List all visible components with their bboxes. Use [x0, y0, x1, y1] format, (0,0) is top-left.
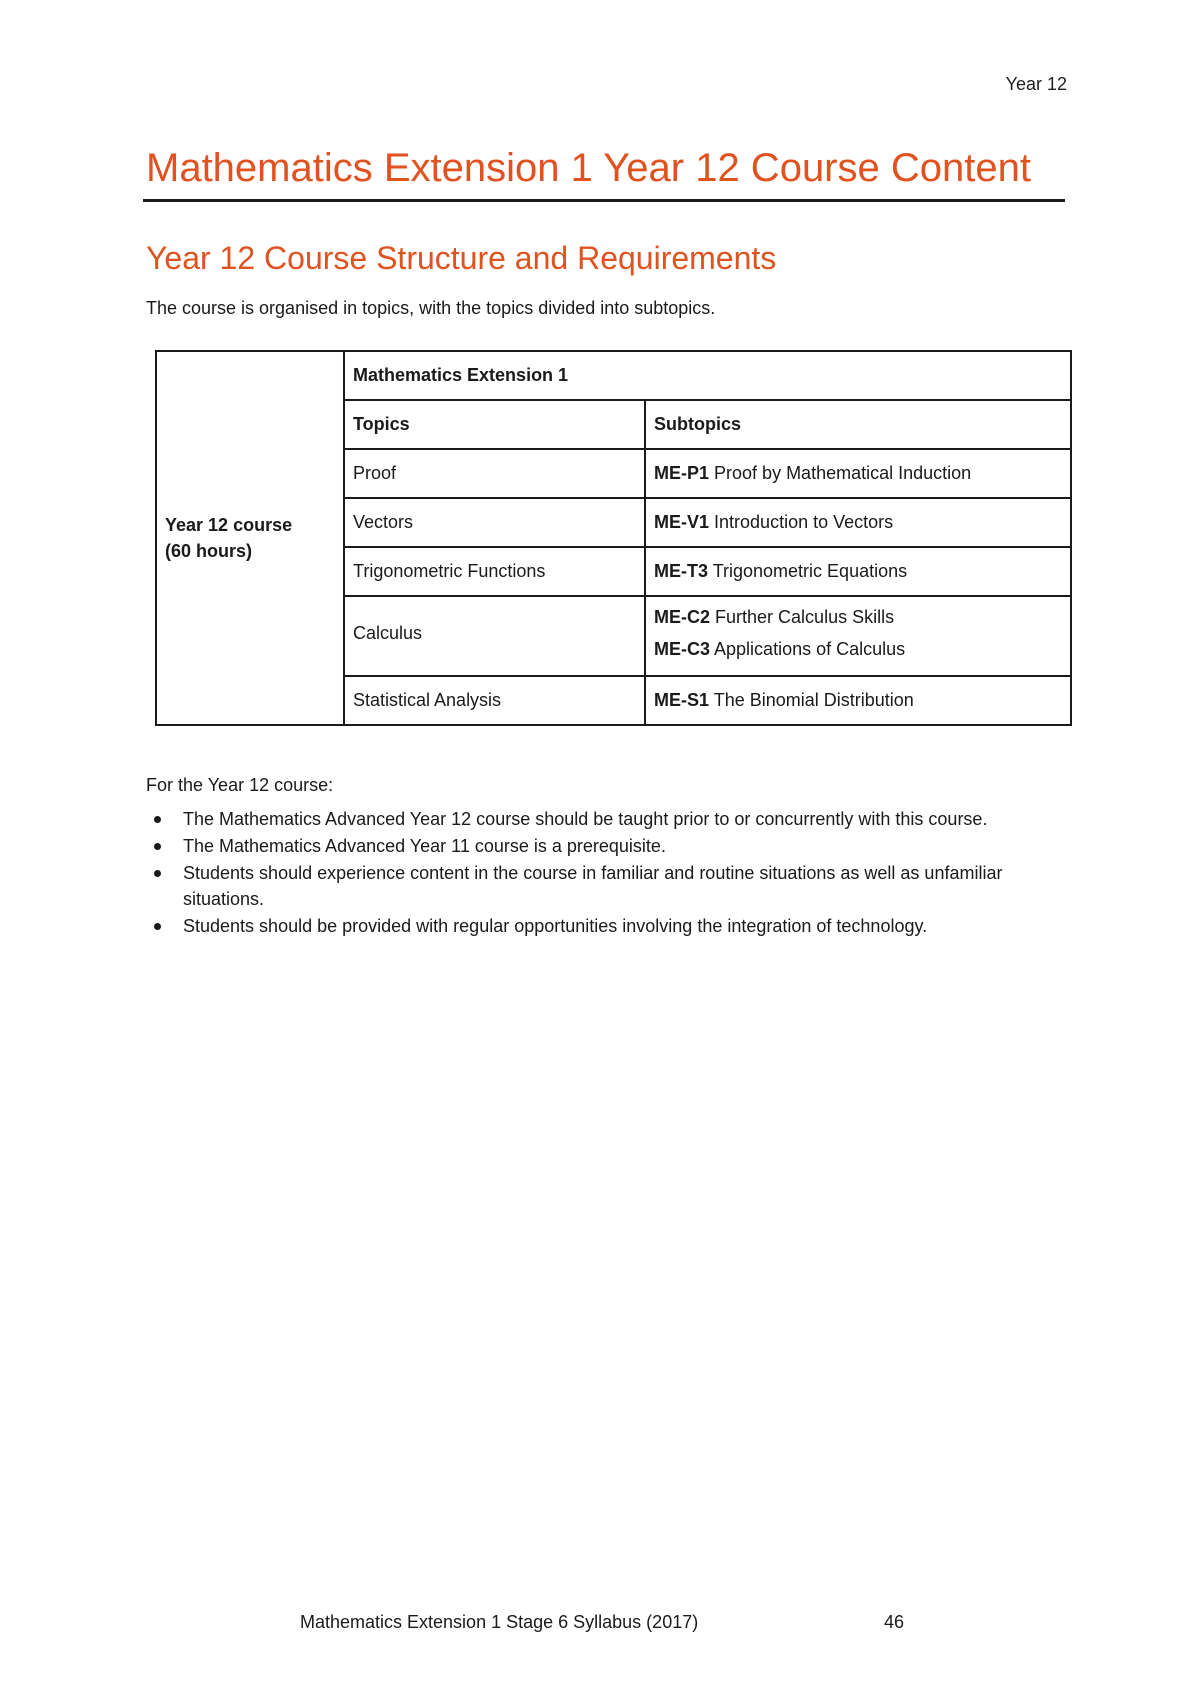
subtopic-cell	[645, 449, 1071, 498]
bullet-icon	[154, 816, 161, 823]
subtopic-name: Trigonometric Equations	[712, 561, 908, 581]
topic-cell	[344, 596, 645, 676]
topics-header: Topics	[344, 400, 645, 449]
list-item-text: Students should experience content in the course in familiar and routine situations as well as unfamiliar situations.	[183, 863, 1003, 909]
list-item-text: The Mathematics Advanced Year 12 course should be taught prior to or concurrently with this course.	[183, 809, 988, 829]
subtopic-line	[654, 633, 1062, 665]
topic-cell: Trigonometric Functions	[344, 547, 645, 596]
bullet-icon	[154, 923, 161, 930]
subtopic-code: ME-S1	[654, 690, 710, 710]
bullet-icon	[154, 843, 161, 850]
footer-page-number: 46	[884, 1612, 905, 1632]
section-heading: Year 12 Course Structure and Requirements	[146, 240, 777, 276]
subtopic-name: Applications of Calculus	[714, 639, 906, 659]
subtopic-name: The Binomial Distribution	[713, 690, 914, 710]
requirements-list	[146, 806, 1046, 940]
year-course-hours: (60 hours)	[165, 541, 253, 561]
section-intro: The course is organised in topics, with the topics divided into subtopics.	[146, 298, 716, 318]
subtopic-cell	[645, 596, 1071, 676]
subtopic-code: ME-T3	[654, 561, 708, 581]
running-head: Year 12	[1005, 74, 1067, 94]
requirements-lead: For the Year 12 course:	[146, 775, 334, 795]
subtopic-name: Proof by Mathematical Induction	[714, 463, 972, 483]
course-structure-table	[155, 350, 1072, 726]
list-item	[146, 806, 1046, 832]
subtopic-cell	[645, 547, 1071, 596]
subtopic-cell	[645, 498, 1071, 547]
list-item	[146, 833, 1046, 859]
subtopic-name: Further Calculus Skills	[715, 607, 895, 627]
topic-cell: Vectors	[344, 498, 645, 547]
topic-cell: Proof	[344, 449, 645, 498]
topic-cell: Statistical Analysis	[344, 676, 645, 725]
subtopic-cell	[645, 676, 1071, 725]
table-row	[156, 351, 1071, 400]
title-rule	[143, 199, 1065, 202]
footer-doc-title: Mathematics Extension 1 Stage 6 Syllabus (2017)	[300, 1612, 699, 1632]
subtopic-line	[654, 601, 1062, 633]
subtopics-header: Subtopics	[645, 400, 1071, 449]
year-course-cell	[156, 351, 344, 725]
subtopic-code: ME-P1	[654, 463, 710, 483]
list-item-text: Students should be provided with regular opportunities involving the integration of technology.	[183, 916, 928, 936]
list-item	[146, 860, 1046, 912]
list-item-text: The Mathematics Advanced Year 11 course is a prerequisite.	[183, 836, 666, 856]
page-title: Mathematics Extension 1 Year 12 Course Content	[146, 146, 1031, 190]
course-heading-cell: Mathematics Extension 1	[344, 351, 1071, 400]
subtopic-code: ME-C2	[654, 607, 711, 627]
subtopic-code: ME-V1	[654, 512, 710, 532]
year-course-label: Year 12 course	[165, 515, 293, 535]
list-item	[146, 913, 1046, 939]
subtopic-code: ME-C3	[654, 639, 711, 659]
bullet-icon	[154, 870, 161, 877]
subtopic-name: Introduction to Vectors	[714, 512, 894, 532]
topic-name: Calculus	[353, 623, 423, 643]
